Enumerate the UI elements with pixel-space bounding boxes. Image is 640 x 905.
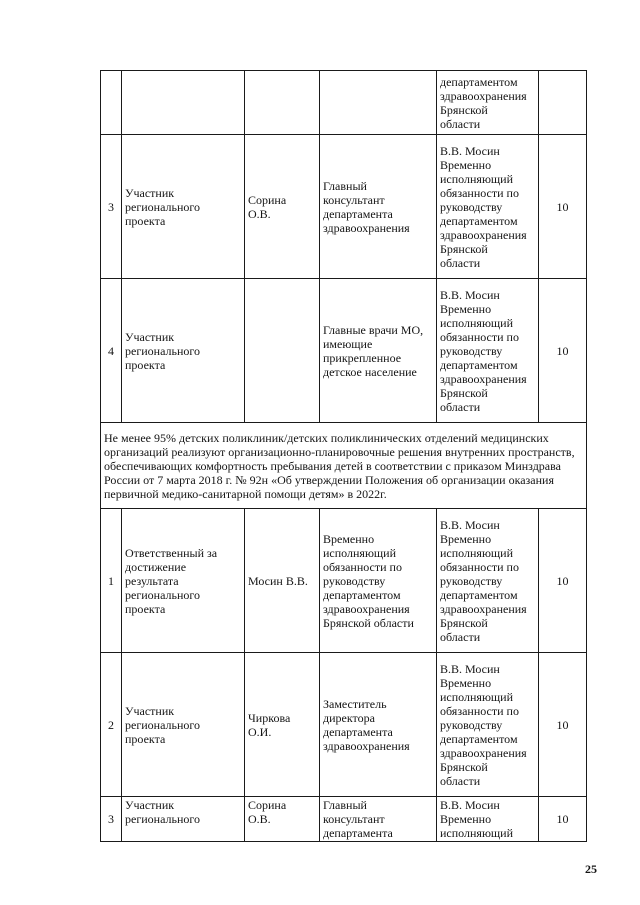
position-cell: Главный консультант департамента [320, 797, 437, 842]
name-cell [245, 71, 320, 135]
row-number: 2 [101, 653, 122, 797]
position-cell: Главные врачи МО, имеющие прикрепленное детское население [320, 279, 437, 423]
load-cell: 10 [539, 279, 587, 423]
position-cell: Главный консультант департамента здравоохранения [320, 135, 437, 279]
result-heading: Не менее 95% детских поликлиник/детских поликлинических отделений медицинских организаций реализуют организационно-планировочные решения внутренних пространств, обеспечивающих комфортность пребывания детей в соответствии с приказом Минздрава России от 7 марта 2018 г. № 92н «Об утверждении Положения об организации оказания первичной медико-санитарной помощи детям» в 2022г. [101, 423, 587, 509]
row-number: 3 [101, 135, 122, 279]
name-cell: Мосин В.В. [245, 509, 320, 653]
table-row [101, 279, 587, 423]
table-row [101, 71, 587, 135]
approver-cell: В.В. Мосин Временно исполняющий обязанности по руководству департаментом здравоохранения Брянской области [437, 279, 539, 423]
approver-cell: В.В. Мосин Временно исполняющий обязанности по руководству департаментом здравоохранения Брянской области [437, 653, 539, 797]
role-cell: Ответственный за достижение результата регионального проекта [122, 509, 245, 653]
load-cell: 10 [539, 797, 587, 842]
name-cell: Чиркова О.И. [245, 653, 320, 797]
result-heading-row [101, 423, 587, 509]
load-cell: 10 [539, 135, 587, 279]
row-number: 3 [101, 797, 122, 842]
row-number: 4 [101, 279, 122, 423]
table-row [101, 653, 587, 797]
table-row [101, 135, 587, 279]
participants-table [100, 70, 587, 842]
name-cell: Сорина О.В. [245, 135, 320, 279]
role-cell: Участник регионального проекта [122, 653, 245, 797]
page-number: 25 [585, 862, 597, 876]
position-cell: Временно исполняющий обязанности по руководству департаментом здравоохранения Брянской области [320, 509, 437, 653]
name-cell [245, 279, 320, 423]
load-cell [539, 71, 587, 135]
role-cell: Участник регионального проекта [122, 279, 245, 423]
load-cell: 10 [539, 509, 587, 653]
approver-cell: департаментом здравоохранения Брянской области [437, 71, 539, 135]
row-number [101, 71, 122, 135]
approver-cell: В.В. Мосин Временно исполняющий обязанности по руководству департаментом здравоохранения Брянской области [437, 135, 539, 279]
role-cell: Участник регионального проекта [122, 135, 245, 279]
position-cell: Заместитель директора департамента здравоохранения [320, 653, 437, 797]
load-cell: 10 [539, 653, 587, 797]
name-cell: Сорина О.В. [245, 797, 320, 842]
position-cell [320, 71, 437, 135]
approver-cell: В.В. Мосин Временно исполняющий [437, 797, 539, 842]
row-number: 1 [101, 509, 122, 653]
table-row [101, 797, 587, 842]
role-cell [122, 71, 245, 135]
role-cell: Участник регионального [122, 797, 245, 842]
approver-cell: В.В. Мосин Временно исполняющий обязанности по руководству департаментом здравоохранения Брянской области [437, 509, 539, 653]
table-row [101, 509, 587, 653]
